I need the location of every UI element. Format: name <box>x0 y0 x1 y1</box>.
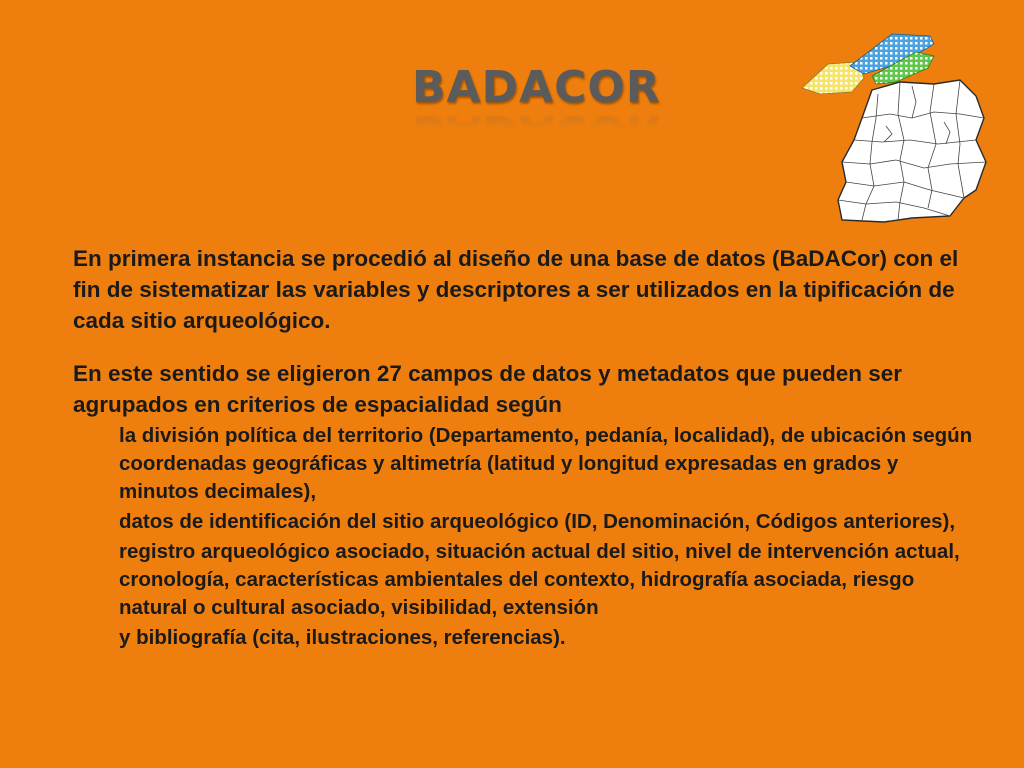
sub-item-bibliography: y bibliografía (cita, ilustraciones, referencias). <box>119 626 566 649</box>
sub-item-record: registro arqueológico asociado, situación actual del sitio, nivel de intervención actual, cronología, características ambientales del contexto, hidrografía asociada, riesgo natural o cultural asociado, visibilidad, extensión <box>119 540 960 619</box>
slide-title: BADACOR <box>412 62 661 113</box>
sub-item-division: la división política del territorio (Departamento, pedanía, localidad), de ubicación según coordenadas geográficas y altimetría (latitud y longitud expresadas en grados y minutos decimales), <box>119 424 973 503</box>
province-outline <box>838 80 986 222</box>
cordoba-map-illustration <box>800 22 994 228</box>
slide-body <box>73 243 983 654</box>
paragraph-fields: En este sentido se eligieron 27 campos de datos y metadatos que pueden ser agrupados en criterios de espacialidad según <box>73 361 903 417</box>
sub-item-identification: datos de identificación del sitio arqueológico (ID, Denominación, Códigos anteriores), <box>119 510 956 533</box>
paragraph-intro: En primera instancia se procedió al diseño de una base de datos (BaDACor) con el fin de sistematizar las variables y descriptores a ser utilizados en la tipificación de cada sitio arqueológico. <box>73 246 959 333</box>
